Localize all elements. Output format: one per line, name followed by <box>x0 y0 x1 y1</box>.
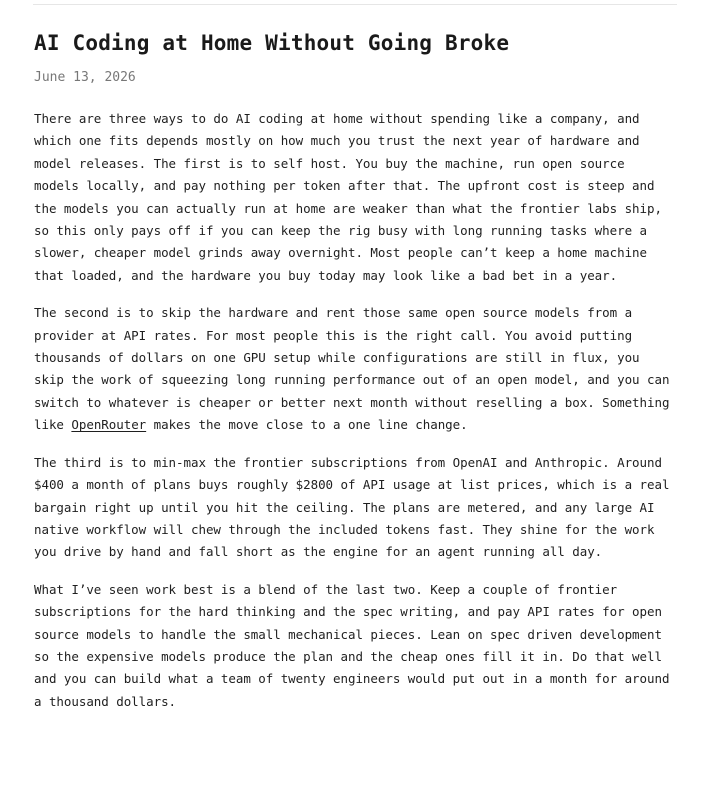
article-title: AI Coding at Home Without Going Broke <box>34 31 510 55</box>
top-divider <box>33 4 677 5</box>
paragraph-subscriptions: The third is to min-max the frontier subscriptions from OpenAI and Anthropic. Around $400 a month of plans buys roughly $2800 of API usage at list prices, which is a real bargain right up until you hit the ceiling. The plans are metered, and any large AI native workflow will chew through the included tokens fast. They shine for the work you drive by hand and fall short as the engine for an agent running all day. <box>34 454 670 560</box>
article-date: June 13, 2026 <box>34 70 136 85</box>
paragraph-self-host: There are three ways to do AI coding at home without spending like a company, and which one fits depends mostly on how much you trust the next year of hardware and model releases. The first is to self host. You buy the machine, run open source models locally, and pay nothing per token after that. The upfront cost is steep and the models you can actually run at home are weaker than what the frontier labs ship, so this only pays off if you can keep the rig busy with long running tasks where a slower, cheaper model grinds away overnight. Most people can’t keep a home machine that loaded, and the hardware you buy today may look like a bad bet in a year. <box>34 111 662 283</box>
paragraph-rent-api <box>34 302 674 436</box>
openrouter-link[interactable]: OpenRouter <box>71 417 147 433</box>
blog-article <box>34 28 674 728</box>
paragraph-blend: What I’ve seen work best is a blend of the last two. Keep a couple of frontier subscriptions for the hard thinking and the spec writing, and pay API rates for open source models to handle the small mechanical pieces. Lean on spec driven development so the expensive models produce the plan and the cheap ones fill it in. Do that well and you can build what a team of twenty engineers would put out in a month for around a thousand dollars. <box>34 581 670 709</box>
article-body <box>34 108 674 713</box>
paragraph-text: makes the move close to a one line change. <box>146 417 468 433</box>
paragraph-text: The second is to skip the hardware and rent those same open source models from a provider at API rates. For most people this is the right call. You avoid putting thousands of dollars on one GPU setup while configurations are still in flux, you skip the work of squeezing long running performance out of an open model, and you can switch to whatever is cheaper or better next month without reselling a box. Something like <box>34 305 670 433</box>
